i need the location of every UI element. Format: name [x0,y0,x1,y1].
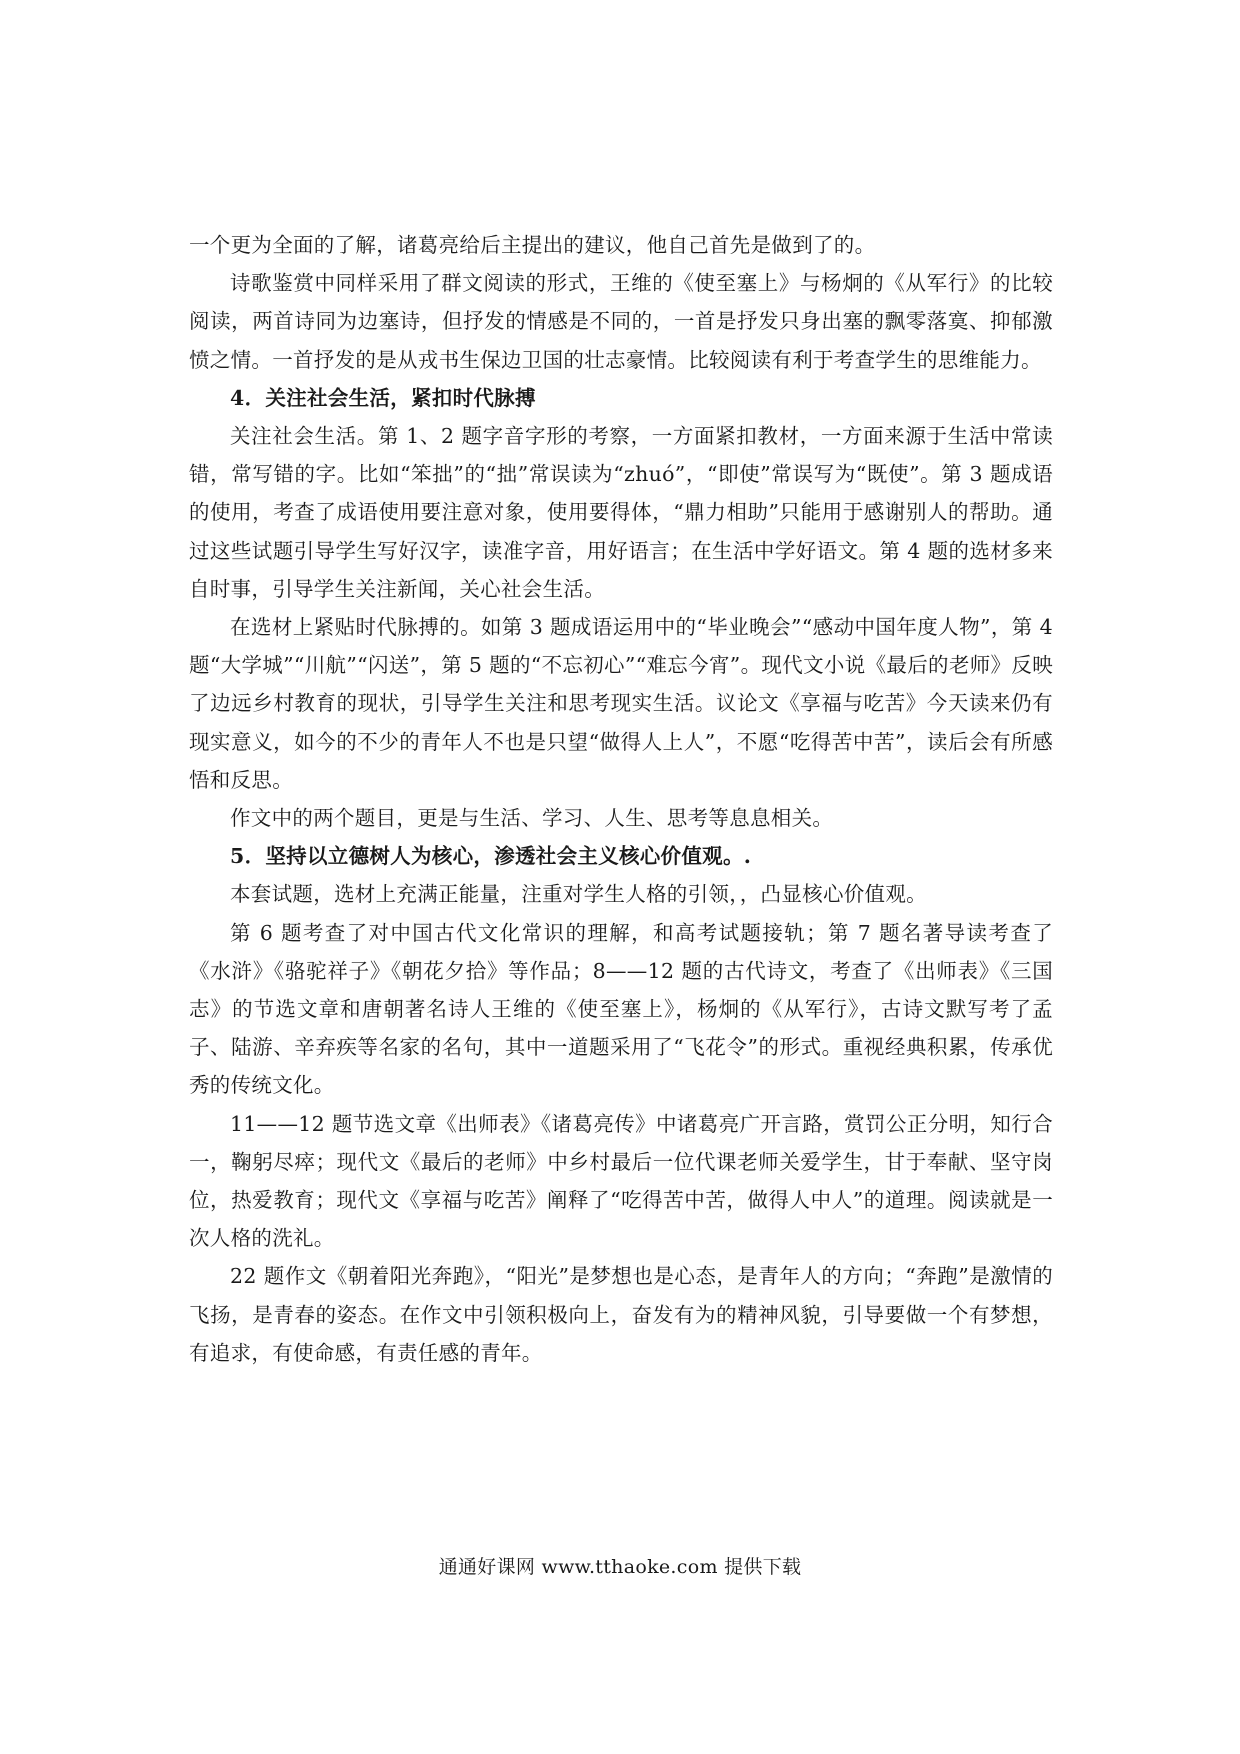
paragraph-8: 11——12 题节选文章《出师表》《诸葛亮传》中诸葛亮广开言路，赏罚公正分明，知行合一，鞠躬尽瘁；现代文《最后的老师》中乡村最后一位代课老师关爱学生，甘于奉献、坚守岗位，热爱教育；现代文《享福与吃苦》阐释了“吃得苦中苦，做得人中人”的道理。阅读就是一次人格的洗礼。 [189,1111,1053,1251]
paragraph-6: 本套试题，选材上充满正能量，注重对学生人格的引领，，凸显核心价值观。 [230,882,927,907]
section-heading-5: 5．坚持以立德树人为核心，渗透社会主义核心价值观。. [230,844,752,869]
paragraph-3: 关注社会生活。第 1、2 题字音字形的考察，一方面紧扣教材，一方面来源于生活中常读错，常写错的字。比如“笨拙”的“拙”常误读为“zhuó”，“即使”常误写为“既使”。第 3 题成语的使用，考查了成语使用要注意对象，使用要得体，“鼎力相助”只能用于感谢别人的帮助。通过这些试题引导学生写好汉字，读准字音，用好语言；在生活中学好语文。第 4 题的选材多来自时事，引导学生关注新闻，关心社会生活。 [189,424,1053,601]
document-body [189,226,1053,1372]
paragraph-4: 在选材上紧贴时代脉搏的。如第 3 题成语运用中的“毕业晚会”“感动中国年度人物”，第 4 题“大学城”“川航”“闪送”，第 5 题的“不忘初心”“难忘今宵”。现代文小说《最后的老师》反映了边远乡村教育的现状，引导学生关注和思考现实生活。议论文《享福与吃苦》今天读来仍有现实意义，如今的不少的青年人不也是只望“做得人上人”，不愿“吃得苦中苦”，读后会有所感悟和反思。 [189,615,1053,792]
page-footer: 通通好课网 www.tthaoke.com 提供下载 [438,1556,802,1578]
paragraph-7: 第 6 题考查了对中国古代文化常识的理解，和高考试题接轨；第 7 题名著导读考查了《水浒》《骆驼祥子》《朝花夕拾》等作品；8——12 题的古代诗文，考查了《出师表》《三国志》的节选文章和唐朝著名诗人王维的《使至塞上》，杨炯的《从军行》，古诗文默写考了孟子、陆游、辛弃疾等名家的名句，其中一道题采用了“飞花令”的形式。重视经典积累，传承优秀的传统文化。 [189,920,1053,1098]
paragraph-2: 诗歌鉴赏中同样采用了群文阅读的形式，王维的《使至塞上》与杨炯的《从军行》的比较阅读，两首诗同为边塞诗，但抒发的情感是不同的，一首是抒发只身出塞的飘零落寞、抑郁激愤之情。一首抒发的是从戎书生保边卫国的壮志豪情。比较阅读有利于考查学生的思维能力。 [189,271,1053,372]
section-heading-4: 4．关注社会生活，紧扣时代脉搏 [230,385,536,410]
paragraph-5: 作文中的两个题目，更是与生活、学习、人生、思考等息息相关。 [230,806,834,831]
paragraph-9: 22 题作文《朝着阳光奔跑》，“阳光”是梦想也是心态，是青年人的方向；“奔跑”是激情的飞扬，是青春的姿态。在作文中引领积极向上，奋发有为的精神风貌，引导要做一个有梦想，有追求，有使命感，有责任感的青年。 [189,1264,1053,1365]
paragraph-1: 一个更为全面的了解，诸葛亮给后主提出的建议，他自己首先是做到了的。 [189,233,876,257]
